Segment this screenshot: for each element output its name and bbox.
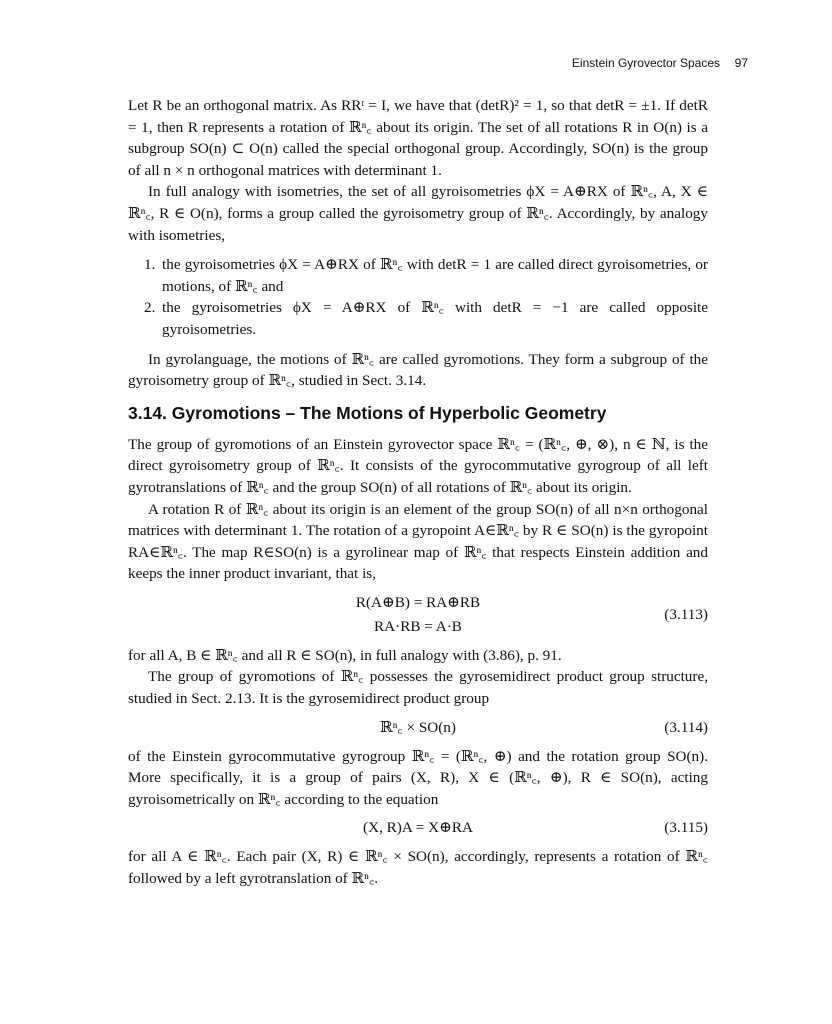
list-item-text: the gyroisometries ϕX = A⊕RX of ℝⁿ꜀ with detR = 1 are called direct gyroisometries, or motions, of ℝⁿ꜀ and xyxy=(162,256,708,295)
page-number: 97 xyxy=(734,56,748,70)
equation-3-115 xyxy=(128,816,708,840)
equation-number: (3.114) xyxy=(664,718,708,736)
equation-3-114 xyxy=(128,716,708,740)
equation-line: ℝⁿ꜀ × SO(n) xyxy=(380,718,456,736)
running-title: Einstein Gyrovector Spaces xyxy=(571,56,720,70)
list-item-text: the gyroisometries ϕX = A⊕RX of ℝⁿ꜀ with detR = −1 are called opposite gyroisometries. xyxy=(162,299,708,338)
section-heading: 3.14. Gyromotions – The Motions of Hyperbolic Geometry xyxy=(128,402,607,423)
equation-line: (X, R)A = X⊕RA xyxy=(363,819,473,837)
paragraph-each-pair: for all A ∈ ℝⁿ꜀. Each pair (X, R) ∈ ℝⁿ꜀ × SO(n), accordingly, represents a rotation of ℝⁿ꜀ followed by a left gyrotranslation of ℝⁿ꜀. xyxy=(128,848,708,888)
list-item-number: 2. xyxy=(144,299,156,317)
paragraph-gyromotions-group: The group of gyromotions of an Einstein gyrovector space ℝⁿ꜀ = (ℝⁿ꜀, ⊕, ⊗), n ∈ ℕ, is the direct gyroisometry group of ℝⁿ꜀. It consists of the gyrocommutative gyrogroup of all left gyrotranslations of ℝⁿ꜀ and the group SO(n) of all rotations of ℝⁿ꜀ about its origin. xyxy=(128,435,708,496)
paragraph-gyrosemidirect: The group of gyromotions of ℝⁿ꜀ possesses the gyrosemidirect product group structure, studied in Sect. 2.13. It is the gyrosemidirect product group xyxy=(128,668,708,708)
equation-line: R(A⊕B) = RA⊕RB xyxy=(355,593,481,611)
equation-number: (3.115) xyxy=(664,819,708,837)
equation-3-113 xyxy=(128,591,708,639)
paragraph-rotation: A rotation R of ℝⁿ꜀ about its origin is an element of the group SO(n) of all n×n orthogonal matrices with determinant 1. The rotation of a gyropoint A∈ℝⁿ꜀ by R ∈ SO(n) is the gyropoint RA∈ℝⁿ꜀. The map R∈SO(n) is a gyrolinear map of ℝⁿ꜀ that respects Einstein addition and keeps the inner product invariant, that is, xyxy=(128,500,708,583)
paragraph-gyroisometries: In full analogy with isometries, the set of all gyroisometries ϕX = A⊕RX of ℝⁿ꜀, A, X ∈ ℝⁿ꜀, R ∈ O(n), forms a group called the gyroisometry group of ℝⁿ꜀. Accordingly, by analogy with isometries, xyxy=(128,183,708,244)
paragraph-einstein-gyrogroup: of the Einstein gyrocommutative gyrogroup ℝⁿ꜀ = (ℝⁿ꜀, ⊕) and the rotation group SO(n). More specifically, it is a group of pairs (X, R), X ∈ (ℝⁿ꜀, ⊕), R ∈ SO(n), acting gyroisometrically on ℝⁿ꜀ according to the equation xyxy=(128,747,708,808)
list-item-number: 1. xyxy=(144,256,156,274)
paragraph-for-all: for all A, B ∈ ℝⁿ꜀ and all R ∈ SO(n), in full analogy with (3.86), p. 91. xyxy=(128,646,562,664)
paragraph-orthogonal-matrix: Let R be an orthogonal matrix. As RRᵗ = I, we have that (detR)² = 1, so that detR = ±1. If detR = 1, then R represents a rotation of ℝⁿ꜀ about its origin. The set of all rotations R in O(n) is a subgroup SO(n) ⊂ O(n) called the special orthogonal group. Accordingly, SO(n) is the group of all n × n orthogonal matrices with determinant 1. xyxy=(128,97,708,179)
page-body xyxy=(128,95,708,890)
list-item xyxy=(128,254,708,297)
list-item xyxy=(128,297,708,340)
gyroisometry-list xyxy=(128,254,708,340)
equation-line: RA·RB = A·B xyxy=(374,617,462,635)
paragraph-gyrolanguage: In gyrolanguage, the motions of ℝⁿ꜀ are called gyromotions. They form a subgroup of the gyroisometry group of ℝⁿ꜀, studied in Sect. 3.14. xyxy=(128,350,708,390)
running-header xyxy=(0,54,832,74)
equation-number: (3.113) xyxy=(664,606,708,624)
